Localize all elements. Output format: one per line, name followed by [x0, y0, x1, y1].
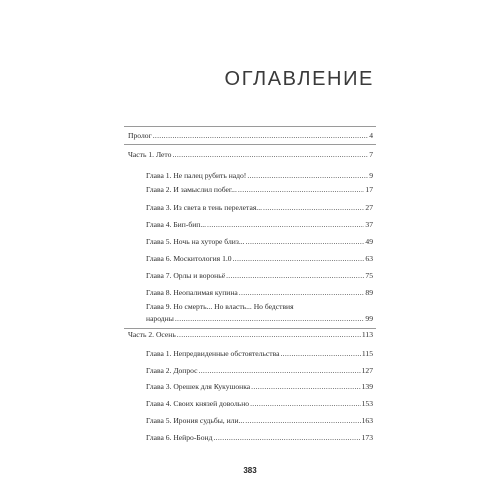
toc-entry-page: 153: [361, 399, 373, 408]
toc-entry-page: 173: [361, 433, 373, 442]
leader-dots: [247, 170, 368, 182]
leader-dots: [239, 287, 365, 299]
toc-entry-chapter: [146, 287, 373, 299]
toc-entry-page: 127: [361, 366, 373, 375]
toc-entry-chapter: [146, 432, 373, 444]
toc-entry-label: Глава 4. Бип-бип...: [146, 220, 207, 229]
toc-entry-chapter: [146, 301, 373, 325]
toc-entry-chapter: [146, 381, 373, 393]
leader-dots: [213, 432, 360, 444]
toc-entry-label: Глава 1. Не палец рубить надо!: [146, 171, 247, 180]
leader-dots: [263, 202, 364, 214]
toc-entry-chapter: [146, 270, 373, 282]
toc-entry-label: Пролог: [128, 131, 152, 140]
toc-entry-prologue: [128, 130, 373, 142]
toc-entry-label: Глава 5. Ночь на хуторе близ...: [146, 237, 245, 246]
toc-entry-page: 9: [369, 171, 373, 180]
leader-dots: [280, 348, 360, 360]
toc-entry-page: 75: [365, 271, 373, 280]
divider-top: [124, 126, 376, 127]
toc-entry-page: 4: [369, 131, 373, 140]
toc-entry-label: Глава 3. Орешек для Кукушонка: [146, 382, 251, 391]
toc-entry-label: Глава 7. Орлы и вороньё: [146, 271, 226, 280]
toc-entry-chapter: [146, 170, 373, 182]
toc-entry-page: 99: [365, 314, 373, 323]
toc-entry-label: Глава 6. Нейро-Бонд: [146, 433, 213, 442]
toc-entry-label: Часть 2. Осень: [128, 330, 176, 339]
toc-entry-chapter: [146, 253, 373, 265]
toc-entry-chapter: [146, 184, 373, 196]
toc-entry-page: 139: [361, 382, 373, 391]
toc-entry-label: Глава 5. Ирония судьбы, или...: [146, 416, 245, 425]
toc-entry-page: 163: [361, 416, 373, 425]
toc-entry-page: 49: [365, 237, 373, 246]
divider: [124, 144, 376, 145]
toc-entry-page: 63: [365, 254, 373, 263]
toc-entry-page: 89: [365, 288, 373, 297]
toc-entry-page: 115: [361, 349, 373, 358]
toc-entry-chapter: [146, 365, 373, 377]
leader-dots: [175, 313, 365, 325]
toc-entry-part-1: [128, 149, 373, 161]
toc-entry-chapter: [146, 398, 373, 410]
toc-entry-part-2: [128, 329, 373, 341]
leader-dots: [245, 415, 360, 427]
toc-entry-page: 27: [365, 203, 373, 212]
toc-entry-label: Часть 1. Лето: [128, 150, 172, 159]
toc-entry-label: Глава 8. Неопалимая купина: [146, 288, 238, 297]
toc-entry-label: Глава 9. Но смерть... Но власть... Но бедствия: [146, 302, 294, 311]
toc-entry-label: Глава 2. И замыслил побег...: [146, 185, 237, 194]
leader-dots: [233, 253, 365, 265]
toc-entry-chapter: [146, 415, 373, 427]
leader-dots: [246, 236, 365, 248]
toc-entry-chapter: [146, 219, 373, 231]
leader-dots: [177, 329, 361, 341]
toc-entry-chapter: [146, 202, 373, 214]
leader-dots: [153, 130, 369, 142]
leader-dots: [251, 381, 360, 393]
toc-entry-page: 17: [365, 185, 373, 194]
toc-entry-chapter: [146, 236, 373, 248]
leader-dots: [226, 270, 364, 282]
leader-dots: [199, 365, 361, 377]
leader-dots: [207, 219, 364, 231]
toc-entry-label: Глава 6. Москитология 1.0: [146, 254, 232, 263]
leader-dots: [250, 398, 361, 410]
toc-entry-page: 7: [369, 150, 373, 159]
toc-entry-page: 37: [365, 220, 373, 229]
leader-dots: [238, 184, 365, 196]
toc-entry-page: 113: [361, 330, 373, 339]
page-number: 383: [243, 466, 257, 475]
toc-entry-label-continued: народны: [146, 314, 174, 323]
page-title: ОГЛАВЛЕНИЕ: [224, 68, 374, 90]
toc-entry-label: Глава 4. Своих князей довольно: [146, 399, 250, 408]
toc-entry-label: Глава 3. Из света в тень перелетая...: [146, 203, 263, 212]
leader-dots: [172, 149, 368, 161]
toc-entry-label: Глава 1. Непредвиденные обстоятельства: [146, 349, 280, 358]
toc-entry-chapter: [146, 348, 373, 360]
toc-entry-label: Глава 2. Допрос: [146, 366, 198, 375]
